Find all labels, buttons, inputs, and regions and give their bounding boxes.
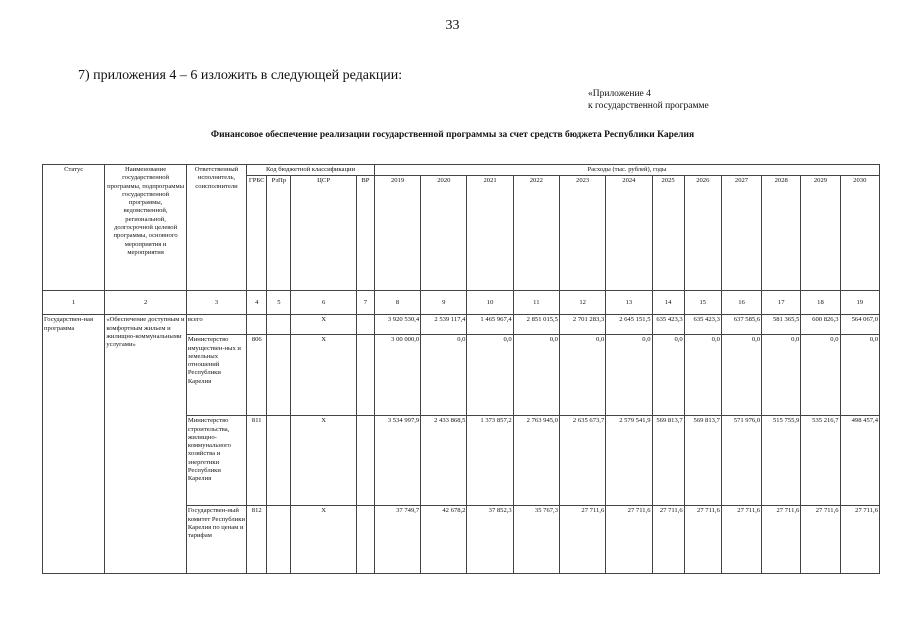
status-cell: Государствен-ная программа: [43, 315, 105, 574]
value-cell: 2 851 015,5: [513, 315, 559, 335]
column-number: 10: [467, 291, 513, 315]
header-row-1: [43, 165, 880, 176]
column-number: 3: [186, 291, 246, 315]
value-cell: 27 711,6: [801, 506, 840, 574]
header-budget-code: Код бюджетной классификации: [247, 165, 375, 176]
header-expenses: Расходы (тыс. рублей), годы: [374, 165, 879, 176]
vr-cell: [356, 506, 374, 574]
instruction-text: 7) приложения 4 – 6 изложить в следующей редакции:: [78, 68, 403, 83]
column-number: 19: [840, 291, 879, 315]
header-year: 2025: [652, 176, 684, 291]
column-number: 7: [356, 291, 374, 315]
value-cell: 27 711,6: [840, 506, 879, 574]
value-cell: 37 749,7: [374, 506, 420, 574]
header-executor: Ответственный исполнитель, соисполнители: [186, 165, 246, 291]
header-name: Наименование государственной программы, подпрограммы государственной программы, ведомственной, региональной, долгосрочной целевой программы, основного мероприятия и мероприятия: [105, 165, 186, 291]
value-cell: 637 585,6: [721, 315, 761, 335]
value-cell: 0,0: [840, 335, 879, 416]
value-cell: 3 00 000,0: [374, 335, 420, 416]
document-title: Финансовое обеспечение реализации государственной программы за счет средств бюджета Республики Карелия: [210, 130, 695, 140]
value-cell: 571 976,0: [721, 416, 761, 506]
rzpr-cell: [267, 416, 291, 506]
vr-cell: [356, 315, 374, 335]
rzpr-cell: [267, 315, 291, 335]
appendix-line-2: к государственной программе: [588, 101, 709, 111]
column-number: 4: [247, 291, 267, 315]
value-cell: 2 645 151,5: [606, 315, 652, 335]
header-year: 2022: [513, 176, 559, 291]
header-year: 2029: [801, 176, 840, 291]
header-grbs: ГРБС: [247, 176, 267, 291]
value-cell: 498 457,4: [840, 416, 879, 506]
header-year: 2028: [762, 176, 801, 291]
table-row: [43, 315, 880, 335]
header-year: 2024: [606, 176, 652, 291]
value-cell: 635 423,3: [652, 315, 684, 335]
value-cell: 27 711,6: [606, 506, 652, 574]
column-number: 18: [801, 291, 840, 315]
program-name-cell: «Обеспечение доступным и комфортным жильем и жилищно-коммунальными услугами»: [105, 315, 186, 574]
header-year: 2027: [721, 176, 761, 291]
value-cell: 2 579 541,9: [606, 416, 652, 506]
value-cell: 35 767,3: [513, 506, 559, 574]
value-cell: 515 755,9: [762, 416, 801, 506]
column-number: 1: [43, 291, 105, 315]
financing-table: [42, 164, 880, 574]
value-cell: 569 813,7: [652, 416, 684, 506]
value-cell: 37 852,3: [467, 506, 513, 574]
rzpr-cell: [267, 506, 291, 574]
value-cell: 0,0: [684, 335, 721, 416]
grbs-cell: 811: [247, 416, 267, 506]
value-cell: 27 711,6: [762, 506, 801, 574]
value-cell: 2 433 868,5: [421, 416, 467, 506]
page-number: 33: [445, 18, 460, 33]
value-cell: 0,0: [467, 335, 513, 416]
header-year: 2020: [421, 176, 467, 291]
executor-cell: Министерство строительства, жилищно-коммунального хозяйства и энергетики Республики Карелия: [186, 416, 246, 506]
executor-cell: Министерство имуществен-ных и земельных отношений Республики Карелия: [186, 335, 246, 416]
vr-cell: [356, 335, 374, 416]
value-cell: 0,0: [559, 335, 605, 416]
column-number: 8: [374, 291, 420, 315]
value-cell: 27 711,6: [721, 506, 761, 574]
header-vr: ВР: [356, 176, 374, 291]
executor-cell: Государствен-ный комитет Республики Карелия по ценам и тарифам: [186, 506, 246, 574]
grbs-cell: [247, 315, 267, 335]
column-number: 11: [513, 291, 559, 315]
value-cell: 635 423,3: [684, 315, 721, 335]
value-cell: 42 678,2: [421, 506, 467, 574]
vr-cell: [356, 416, 374, 506]
executor-cell: всего: [186, 315, 246, 335]
column-number: 13: [606, 291, 652, 315]
column-number: 15: [684, 291, 721, 315]
header-year: 2023: [559, 176, 605, 291]
value-cell: 0,0: [801, 335, 840, 416]
value-cell: 1 373 857,2: [467, 416, 513, 506]
grbs-cell: 806: [247, 335, 267, 416]
value-cell: 27 711,6: [652, 506, 684, 574]
column-number-row: [43, 291, 880, 315]
value-cell: 0,0: [606, 335, 652, 416]
column-number: 14: [652, 291, 684, 315]
column-number: 6: [291, 291, 356, 315]
column-number: 2: [105, 291, 186, 315]
value-cell: 27 711,6: [559, 506, 605, 574]
value-cell: 3 534 997,9: [374, 416, 420, 506]
value-cell: 0,0: [652, 335, 684, 416]
header-year: 2019: [374, 176, 420, 291]
csr-cell: X: [291, 335, 356, 416]
value-cell: 2 701 283,3: [559, 315, 605, 335]
value-cell: 2 539 117,4: [421, 315, 467, 335]
column-number: 9: [421, 291, 467, 315]
grbs-cell: 812: [247, 506, 267, 574]
value-cell: 0,0: [421, 335, 467, 416]
header-year: 2030: [840, 176, 879, 291]
column-number: 12: [559, 291, 605, 315]
appendix-note: [588, 88, 709, 112]
value-cell: 535 216,7: [801, 416, 840, 506]
value-cell: 569 813,7: [684, 416, 721, 506]
csr-cell: X: [291, 416, 356, 506]
header-year: 2021: [467, 176, 513, 291]
value-cell: 564 067,0: [840, 315, 879, 335]
value-cell: 0,0: [721, 335, 761, 416]
value-cell: 2 635 673,7: [559, 416, 605, 506]
value-cell: 0,0: [513, 335, 559, 416]
header-year: 2026: [684, 176, 721, 291]
column-number: 5: [267, 291, 291, 315]
rzpr-cell: [267, 335, 291, 416]
value-cell: 0,0: [762, 335, 801, 416]
header-csr: ЦСР: [291, 176, 356, 291]
column-number: 16: [721, 291, 761, 315]
value-cell: 27 711,6: [684, 506, 721, 574]
value-cell: 2 763 945,0: [513, 416, 559, 506]
csr-cell: X: [291, 315, 356, 335]
column-number: 17: [762, 291, 801, 315]
appendix-line-1: «Приложение 4: [588, 89, 651, 99]
value-cell: 600 826,3: [801, 315, 840, 335]
header-status: Статус: [43, 165, 105, 291]
value-cell: 3 920 530,4: [374, 315, 420, 335]
value-cell: 581 365,5: [762, 315, 801, 335]
header-rzpr: РзПр: [267, 176, 291, 291]
value-cell: 1 465 967,4: [467, 315, 513, 335]
csr-cell: X: [291, 506, 356, 574]
